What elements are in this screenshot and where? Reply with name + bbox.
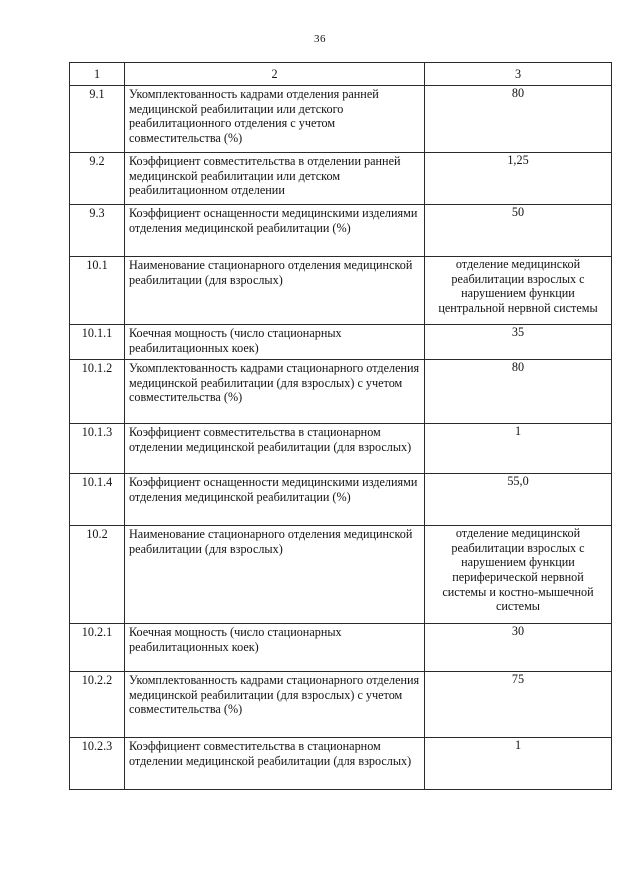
row-value: 35 (425, 325, 612, 360)
row-value: 1,25 (425, 153, 612, 205)
row-number: 10.1 (70, 257, 125, 325)
indicator-table (69, 62, 612, 790)
table-row (70, 624, 612, 672)
table-row (70, 738, 612, 790)
row-number: 10.1.3 (70, 424, 125, 474)
row-number: 9.2 (70, 153, 125, 205)
row-value: 30 (425, 624, 612, 672)
page-number: 36 (314, 33, 326, 45)
row-value: отделение медицинской реабилитации взрослых с нарушением функции периферической нервной системы и костно-мышечной системы (425, 526, 612, 624)
row-indicator-name: Коэффициент совместительства в стационарном отделении медицинской реабилитации (для взрослых) (125, 424, 425, 474)
table-row (70, 474, 612, 526)
table-row (70, 205, 612, 257)
row-number: 10.2 (70, 526, 125, 624)
table-row (70, 257, 612, 325)
table-row (70, 424, 612, 474)
row-indicator-name: Коэффициент оснащенности медицинскими изделиями отделения медицинской реабилитации (%) (125, 205, 425, 257)
row-value: 75 (425, 672, 612, 738)
row-value: 80 (425, 360, 612, 424)
row-indicator-name: Коэффициент совместительства в отделении ранней медицинской реабилитации или детском реабилитационном отделении (125, 153, 425, 205)
row-value: 80 (425, 86, 612, 153)
row-indicator-name: Коэффициент оснащенности медицинскими изделиями отделения медицинской реабилитации (%) (125, 474, 425, 526)
table-row (70, 153, 612, 205)
row-indicator-name: Коечная мощность (число стационарных реабилитационных коек) (125, 325, 425, 360)
row-indicator-name: Наименование стационарного отделения медицинской реабилитации (для взрослых) (125, 526, 425, 624)
row-value: 50 (425, 205, 612, 257)
row-number: 9.3 (70, 205, 125, 257)
row-number: 10.1.2 (70, 360, 125, 424)
table-row (70, 325, 612, 360)
row-value: отделение медицинской реабилитации взрослых с нарушением функции центральной нервной системы (425, 257, 612, 325)
row-indicator-name: Укомплектованность кадрами отделения ранней медицинской реабилитации или детского реабилитационного отделения с учетом совместительства (%) (125, 86, 425, 153)
row-number: 9.1 (70, 86, 125, 153)
row-number: 10.2.3 (70, 738, 125, 790)
row-number: 10.2.1 (70, 624, 125, 672)
table-row (70, 86, 612, 153)
table-header-row (70, 63, 612, 86)
table-row (70, 360, 612, 424)
row-number: 10.1.1 (70, 325, 125, 360)
row-number: 10.2.2 (70, 672, 125, 738)
row-indicator-name: Коэффициент совместительства в стационарном отделении медицинской реабилитации (для взрослых) (125, 738, 425, 790)
column-header-3: 3 (425, 63, 612, 86)
row-indicator-name: Укомплектованность кадрами стационарного отделения медицинской реабилитации (для взрослых) с учетом совместительства (%) (125, 360, 425, 424)
row-number: 10.1.4 (70, 474, 125, 526)
row-value: 1 (425, 738, 612, 790)
table-row (70, 526, 612, 624)
row-indicator-name: Укомплектованность кадрами стационарного отделения медицинской реабилитации (для взрослых) с учетом совместительства (%) (125, 672, 425, 738)
column-header-2: 2 (125, 63, 425, 86)
row-value: 1 (425, 424, 612, 474)
row-indicator-name: Коечная мощность (число стационарных реабилитационных коек) (125, 624, 425, 672)
table-row (70, 672, 612, 738)
row-value: 55,0 (425, 474, 612, 526)
column-header-1: 1 (70, 63, 125, 86)
row-indicator-name: Наименование стационарного отделения медицинской реабилитации (для взрослых) (125, 257, 425, 325)
